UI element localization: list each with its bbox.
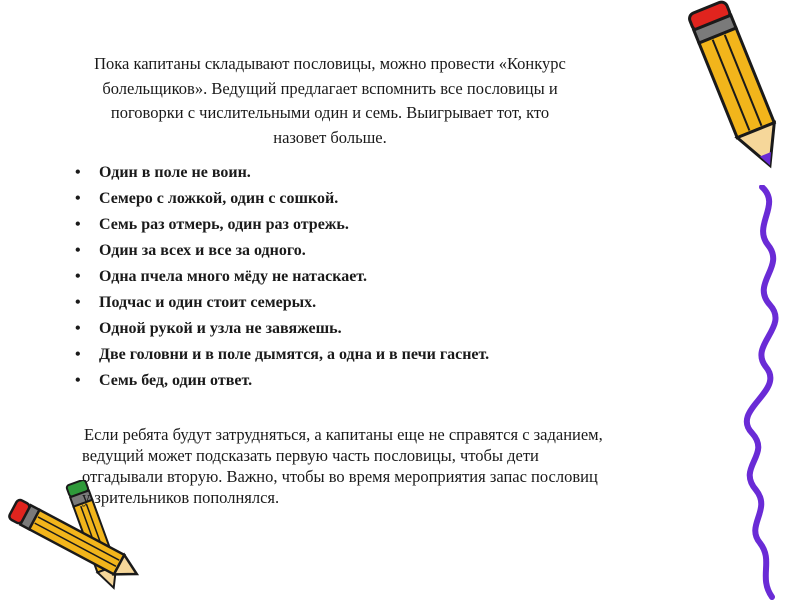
- proverb-item: • Один за всех и все за одного.: [75, 238, 489, 264]
- proverb-item: • Две головни и в поле дымятся, а одна и в печи гаснет.: [75, 342, 489, 368]
- outro-paragraph: [80, 424, 730, 508]
- intro-line: назовет больше.: [273, 127, 387, 147]
- pencil-icon: [640, 0, 800, 195]
- outro-line: отгадывали вторую. Важно, чтобы во время мероприятия запас пословиц: [82, 467, 598, 486]
- squiggle-line-icon: [690, 185, 800, 600]
- outro-line: Если ребята будут затрудняться, а капитаны еще не справятся с заданием,: [84, 425, 603, 444]
- intro-paragraph: [70, 52, 590, 150]
- outro-line: ведущий может подсказать первую часть пословицы, чтобы дети: [82, 446, 539, 465]
- intro-line: поговорки с числительными один и семь. Выигрывает тот, кто: [110, 103, 550, 122]
- intro-line: Пока капитаны складывают пословицы, можно провести «Конкурс: [94, 54, 566, 73]
- proverb-item: • Один в поле не воин.: [75, 160, 489, 186]
- intro-line: болельщиков». Ведущий предлагает вспомнить все пословицы и: [102, 78, 558, 98]
- proverb-item: • Одной рукой и узла не завяжешь.: [75, 316, 489, 342]
- proverb-item: • Одна пчела много мёду не натаскает.: [75, 264, 489, 290]
- proverb-list: [75, 160, 489, 394]
- proverb-item: • Семь раз отмерь, один раз отрежь.: [75, 212, 489, 238]
- proverb-item: • Подчас и один стоит семерых.: [75, 290, 489, 316]
- proverb-item: • Семеро с ложкой, один с сошкой.: [75, 186, 489, 212]
- proverb-item: • Семь бед, один ответ.: [75, 368, 489, 394]
- outro-line: у зрительников пополнялся.: [82, 488, 280, 507]
